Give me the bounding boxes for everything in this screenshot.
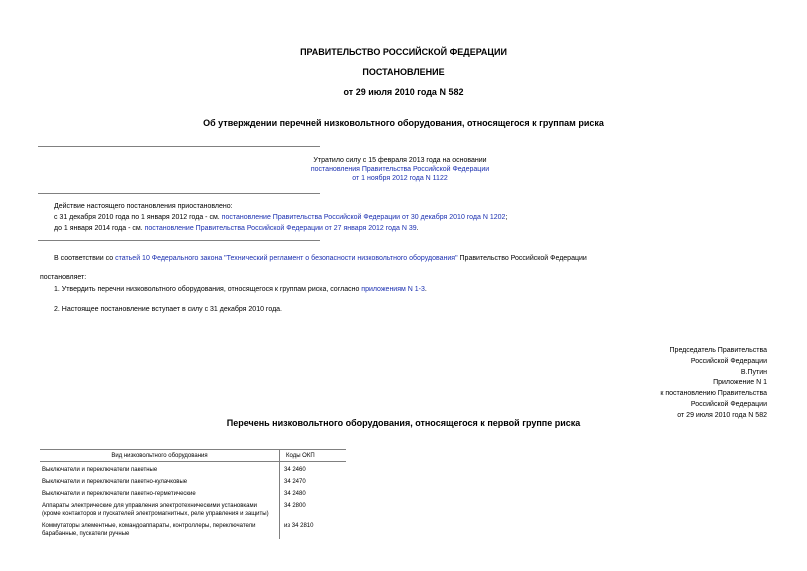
okp-code-cell: из 34 2810: [280, 519, 347, 539]
suspension-link-1202[interactable]: постановление Правительства Российской Федерации от 30 декабря 2010 года N 1202: [221, 214, 506, 221]
signature-block: [660, 346, 767, 422]
separator-line: [38, 240, 320, 241]
okp-code-cell: 34 2800: [280, 499, 347, 519]
table-row: [40, 519, 346, 539]
expiry-note-link-date[interactable]: от 1 ноября 2012 года N 1122: [352, 175, 448, 182]
okp-code-cell: 34 2470: [280, 475, 347, 487]
document-title: Об утверждении перечней низковольтного оборудования, относящегося к группам риска: [203, 118, 604, 128]
suspension-link-39[interactable]: постановление Правительства Российской Федерации от 27 января 2012 года N 39: [144, 225, 417, 232]
appendix-ref-date: от 29 июля 2010 года N 582: [677, 411, 767, 419]
suspension-intro: Действие настоящего постановления приостановлено:: [54, 203, 233, 210]
appendix-ref-line: к постановлению Правительства: [660, 390, 767, 398]
separator-line: [38, 193, 320, 194]
table-row: [40, 499, 346, 519]
clause-1: 1. Утвердить перечни низковольтного оборудования, относящегося к группам риска, согласно приложениям N 1-3.: [54, 286, 427, 293]
appendices-link[interactable]: приложениям N 1-3: [361, 286, 425, 293]
preamble-paragraph: В соответствии со статьей 10 Федерального закона "Технический регламент о безопасности низковольтного оборудования" Правительство Российской Федерации: [54, 255, 587, 262]
expiry-note-link[interactable]: постановления Правительства Российской Федерации: [310, 166, 490, 173]
equipment-type-cell: Аппараты электрические для управления электротехническими установками (кроме контакторов и пускателей электромагнитных, реле управления и защиты): [42, 503, 269, 517]
document-date-number: от 29 июля 2010 года N 582: [343, 87, 464, 97]
signature-position: Председатель Правительства: [669, 347, 767, 354]
column-header-okp-code: Коды ОКП: [280, 450, 347, 462]
suspension-item: до 1 января 2014 года - см. постановление Правительства Российской Федерации от 27 января 2012 года N 39.: [54, 225, 419, 232]
column-header-equipment-type: Вид низковольтного оборудования: [40, 450, 280, 462]
suspension-item: с 31 декабря 2010 года по 1 января 2012 года - см. постановление Правительства Российской Федерации от 30 декабря 2010 года N 1202;: [54, 214, 508, 221]
equipment-type-cell: Выключатели и переключатели пакетно-кулачковые: [42, 479, 188, 485]
table-header-row: [40, 450, 346, 462]
clause-2: 2. Настоящее постановление вступает в силу с 31 декабря 2010 года.: [54, 306, 282, 313]
resolves-text: постановляет:: [40, 274, 87, 281]
law-article-link[interactable]: статьей 10 Федерального закона "Технический регламент о безопасности низковольтного оборудования": [115, 255, 458, 262]
equipment-type-cell: Выключатели и переключатели пакетно-герметические: [42, 491, 196, 497]
table-row: [40, 475, 346, 487]
equipment-type-cell: Выключатели и переключатели пакетные: [42, 467, 158, 473]
expiry-note: [300, 156, 500, 183]
appendix-title: Перечень низковольтного оборудования, относящегося к первой группе риска: [226, 418, 581, 428]
expiry-note-text: Утратило силу с 15 февраля 2013 года на основании: [313, 157, 487, 164]
okp-code-cell: 34 2460: [280, 462, 347, 476]
appendix-ref-line: Российской Федерации: [690, 400, 767, 408]
okp-table: [40, 449, 346, 539]
signature-name: В.Путин: [740, 368, 767, 376]
signature-country: Российской Федерации: [690, 357, 767, 365]
document-type: ПОСТАНОВЛЕНИЕ: [362, 67, 445, 77]
table-row: [40, 487, 346, 499]
appendix-number: Приложение N 1: [713, 379, 767, 387]
suspension-note: [54, 202, 507, 233]
separator-line: [38, 146, 320, 147]
government-heading: ПРАВИТЕЛЬСТВО РОССИЙСКОЙ ФЕДЕРАЦИИ: [300, 47, 507, 57]
equipment-type-cell: Коммутаторы элементные, командоаппараты, контроллеры, переключатели барабанные, пускатели ручные: [42, 523, 256, 537]
okp-code-cell: 34 2480: [280, 487, 347, 499]
table-row: [40, 462, 346, 476]
